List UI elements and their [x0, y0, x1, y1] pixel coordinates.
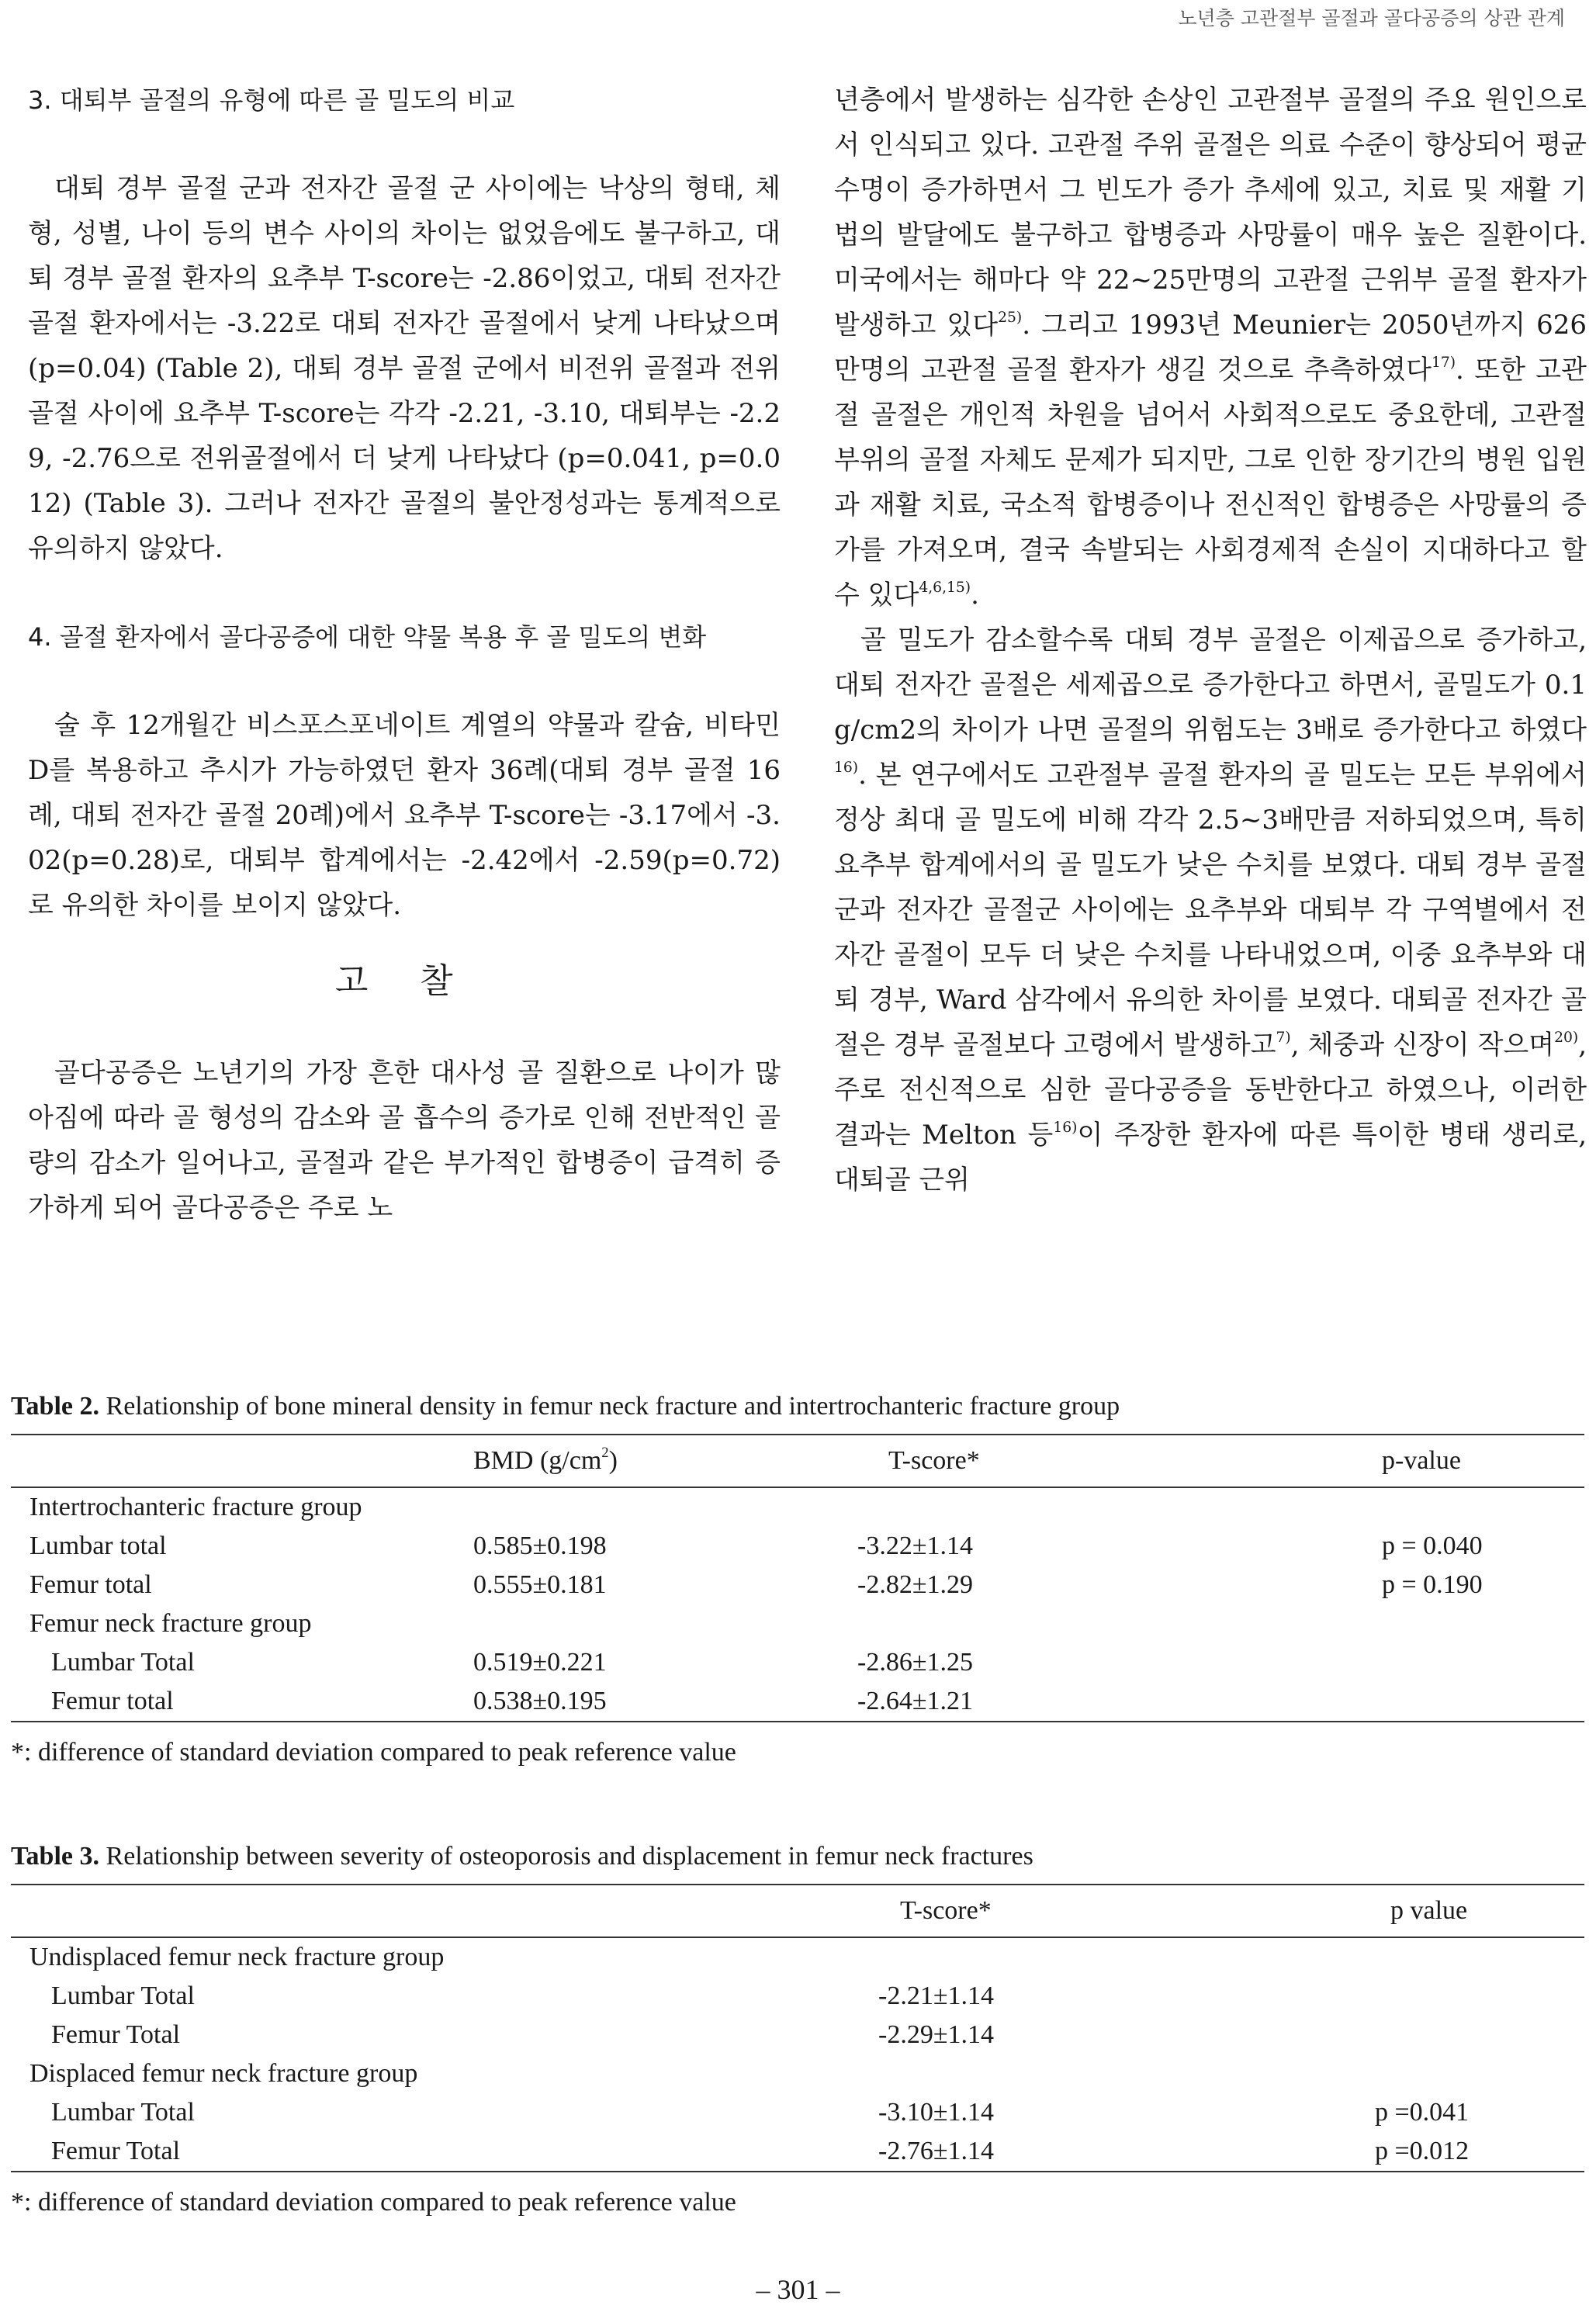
row-label: Displaced femur neck fracture group — [29, 2059, 418, 2088]
table-cell: -2.29±1.14 — [878, 2020, 994, 2049]
text-run: . 또한 고관절 골절은 개인적 차원을 넘어서 사회적으로도 중요한데, 고관절 부위의 골절 자체도 문제가 되지만, 그로 인한 장기간의 병원 입원과 재활 치료, 국소적 합병증이나 전신적인 합병증은 사망률의 증가를 가져오며, 결국 속발되는 사회경제적 손실이 지대하다고 할 수 있다 — [834, 355, 1587, 611]
section-3-paragraph: 대퇴 경부 골절 군과 전자간 골절 군 사이에는 낙상의 형태, 체형, 성별, 나이 등의 변수 사이의 차이는 없었음에도 불구하고, 대퇴 경부 골절 환자의 요추부 T-score는 -2.86이었고, 대퇴 전자간 골절 환자에서는 -3.22로 대퇴 전자간 골절에서 낮게 나타났으며(p=0.04) (Table 2), 대퇴 경부 골절 군에서 비전위 골절과 전위 골절 사이에 요추부 T-score는 각각 -2.21, -3.10, 대퇴부는 -2.29, -2.76으로 전위골절에서 더 낮게 나타났다 (p=0.041, p=0.012) (Table 3). 그러나 전자간 골절의 불안정성과는 통계적으로 유의하지 않았다. — [28, 173, 781, 564]
table-cell: 0.538±0.195 — [473, 1687, 607, 1715]
table-cell — [1312, 1487, 1584, 1527]
table-3-header-row — [11, 1885, 1584, 1937]
table-2-header — [11, 1435, 473, 1487]
table-2-header-row — [11, 1435, 1584, 1487]
row-label: Femur total — [29, 1570, 152, 1599]
table-2-label: Table 2. — [11, 1392, 100, 1421]
table-cell: p =0.041 — [1375, 2098, 1470, 2127]
table-cell: 0.519±0.221 — [473, 1648, 607, 1677]
section-3-heading: 3. 대퇴부 골절의 유형에 따른 골 밀도의 비교 — [28, 85, 515, 115]
table-cell: p =0.012 — [1375, 2137, 1470, 2165]
table-cell: p = 0.040 — [1382, 1532, 1483, 1560]
table-2-header: p-value — [1312, 1435, 1584, 1487]
text-run: , 체중과 신장이 작으며 — [1290, 1030, 1555, 1061]
citation: 7) — [1276, 1030, 1291, 1047]
left-column — [28, 78, 781, 1230]
text-run: , 주로 전신적으로 심한 골다공증을 동반한다고 하였으나, 이러한 결과는 Melton 등 — [834, 1030, 1587, 1151]
table-row — [11, 1682, 1584, 1722]
row-label: Lumbar total — [29, 1532, 167, 1560]
row-label: Femur Total — [51, 2020, 181, 2049]
right-column — [834, 78, 1587, 1203]
row-label: Femur Total — [51, 2137, 181, 2165]
table-3-label: Table 3. — [11, 1842, 100, 1871]
table-3-header: p value — [1375, 1885, 1584, 1937]
table-cell: -2.76±1.14 — [878, 2137, 994, 2165]
table-row — [11, 1566, 1584, 1604]
table-2-header — [473, 1435, 857, 1487]
table-row — [11, 1527, 1584, 1566]
table-cell: -2.82±1.29 — [857, 1570, 973, 1599]
table-row — [11, 2054, 1584, 2093]
table-2-caption — [11, 1389, 1584, 1424]
table-cell — [473, 1487, 857, 1527]
table-row — [11, 1977, 1584, 2016]
table-row — [11, 2016, 1584, 2054]
table-cell — [1375, 2016, 1584, 2054]
header-text: ) — [608, 1446, 618, 1475]
row-label: Femur total — [51, 1687, 174, 1715]
table-cell — [1375, 1977, 1584, 2016]
text-run: . — [971, 580, 979, 611]
running-head: 노년층 고관절부 골절과 골다공증의 상관 관계 — [1178, 7, 1565, 29]
discussion-heading: 고 찰 — [334, 961, 474, 1001]
table-cell — [1312, 1604, 1584, 1643]
section-4-paragraph: 술 후 12개월간 비스포스포네이트 계열의 약물과 칼슘, 비타민 D를 복용하고 추시가 가능하였던 환자 36례(대퇴 경부 골절 16례, 대퇴 전자간 골절 20례)에서 요추부 T-score는 -3.17에서 -3.02(p=0.28)로, 대퇴부 합계에서는 -2.42에서 -2.59(p=0.72)로 유의한 차이를 보이지 않았다. — [28, 710, 781, 921]
table-3-header: T-score* — [878, 1885, 1375, 1937]
table-row — [11, 2093, 1584, 2132]
section-4-heading: 4. 골절 환자에서 골다공증에 대한 약물 복용 후 골 밀도의 변화 — [28, 622, 707, 652]
table-cell — [1312, 1682, 1584, 1722]
table-3-caption-text: Relationship between severity of osteoporosis and displacement in femur neck fractures — [99, 1842, 1033, 1871]
table-cell: -2.64±1.21 — [857, 1687, 973, 1715]
citation: 16) — [834, 760, 859, 777]
citation: 25) — [998, 310, 1023, 327]
header-text: BMD (g/cm — [473, 1446, 602, 1475]
table-cell — [857, 1487, 1312, 1527]
table-row — [11, 1937, 1584, 1977]
table-3-header — [11, 1885, 878, 1937]
table-cell: -3.22±1.14 — [857, 1532, 973, 1560]
text-run: 년층에서 발생하는 심각한 손상인 고관절부 골절의 주요 원인으로서 인식되고 있다. 고관절 주위 골절은 의료 수준이 향상되어 평균 수명이 증가하면서 그 빈도가 증가 추세에 있고, 치료 및 재활 기법의 발달에도 불구하고 합병증과 사망률이 매우 높은 질환이다. 미국에서는 해마다 약 22~25만명의 고관절 근위부 골절 환자가 발생하고 있다 — [834, 85, 1587, 341]
table-cell — [878, 2054, 1375, 2093]
table-cell — [1312, 1643, 1584, 1682]
table-2-header: T-score* — [857, 1435, 1312, 1487]
table-cell — [878, 1937, 1375, 1977]
table-2-grid — [11, 1434, 1584, 1722]
discussion-paragraph-1: 골다공증은 노년기의 가장 흔한 대사성 골 질환으로 나이가 많아짐에 따라 골 형성의 감소와 골 흡수의 증가로 인해 전반적인 골량의 감소가 일어나고, 골절과 같은 부가적인 합병증이 급격히 증가하게 되어 골다공증은 주로 노 — [28, 1057, 781, 1224]
row-label: Lumbar Total — [51, 1982, 195, 2010]
table-cell: -3.10±1.14 — [878, 2098, 994, 2127]
table-cell — [1375, 1937, 1584, 1977]
row-label: Intertrochanteric fracture group — [29, 1493, 362, 1521]
citation: 16) — [1053, 1120, 1078, 1137]
table-cell: p = 0.190 — [1382, 1570, 1483, 1599]
text-run: . 그리고 1993년 Meunier는 2050년까지 626만명의 고관절 골절 환자가 생길 것으로 추측하였다 — [834, 310, 1587, 386]
table-2-note: *: difference of standard deviation compared to peak reference value — [11, 1738, 736, 1767]
citation: 4,6,15) — [919, 580, 971, 597]
text-run: 골 밀도가 감소할수록 대퇴 경부 골절은 이제곱으로 증가하고, 대퇴 전자간 골절은 세제곱으로 증가한다고 하면서, 골밀도가 0.1 g/cm2의 차이가 나면 골절의 위험도는 3배로 증가한다고 하였다 — [834, 625, 1587, 746]
table-3 — [11, 1839, 1584, 2220]
table-3-note: *: difference of standard deviation compared to peak reference value — [11, 2188, 736, 2217]
row-label: Lumbar Total — [51, 2098, 195, 2127]
citation: 20) — [1554, 1030, 1579, 1047]
table-cell — [473, 1604, 857, 1643]
table-cell: -2.21±1.14 — [878, 1982, 994, 2010]
table-row — [11, 2132, 1584, 2172]
table-cell — [1375, 2054, 1584, 2093]
citation: 17) — [1431, 355, 1456, 372]
table-row — [11, 1487, 1584, 1527]
text-run: . 본 연구에서도 고관절부 골절 환자의 골 밀도는 모든 부위에서 정상 최대 골 밀도에 비해 각각 2.5~3배만큼 저하되었으며, 특히 요추부 합계에서의 골 밀도가 낮은 수치를 보였다. 대퇴 경부 골절 군과 전자간 골절군 사이에는 요추부와 대퇴부 각 구역별에서 전자간 골절이 모두 더 낮은 수치를 나타내었으며, 이중 요추부와 대퇴 경부, Ward 삼각에서 유의한 차이를 보였다. 대퇴골 전자간 골절은 경부 골절보다 고령에서 발생하고 — [834, 760, 1587, 1061]
page-number: – 301 – — [756, 2274, 840, 2305]
row-label: Lumbar Total — [51, 1648, 195, 1677]
row-label: Femur neck fracture group — [29, 1609, 312, 1638]
table-cell: -2.86±1.25 — [857, 1648, 973, 1677]
table-row — [11, 1604, 1584, 1643]
row-label: Undisplaced femur neck fracture group — [29, 1943, 445, 1971]
table-3-caption — [11, 1839, 1584, 1874]
header-sup: 2 — [601, 1445, 609, 1462]
table-cell — [857, 1604, 1312, 1643]
table-2 — [11, 1389, 1584, 1770]
table-3-grid — [11, 1884, 1584, 2172]
table-cell: 0.555±0.181 — [473, 1570, 607, 1599]
table-row — [11, 1643, 1584, 1682]
table-2-caption-text: Relationship of bone mineral density in femur neck fracture and intertrochanteric fracture group — [99, 1392, 1120, 1421]
discussion-paragraph-1-cont — [834, 78, 1587, 618]
text-run: 이 주장한 환자에 따른 특이한 병태 생리로, 대퇴골 근위 — [834, 1120, 1587, 1196]
discussion-paragraph-2 — [834, 618, 1587, 1203]
table-cell: 0.585±0.198 — [473, 1532, 607, 1560]
